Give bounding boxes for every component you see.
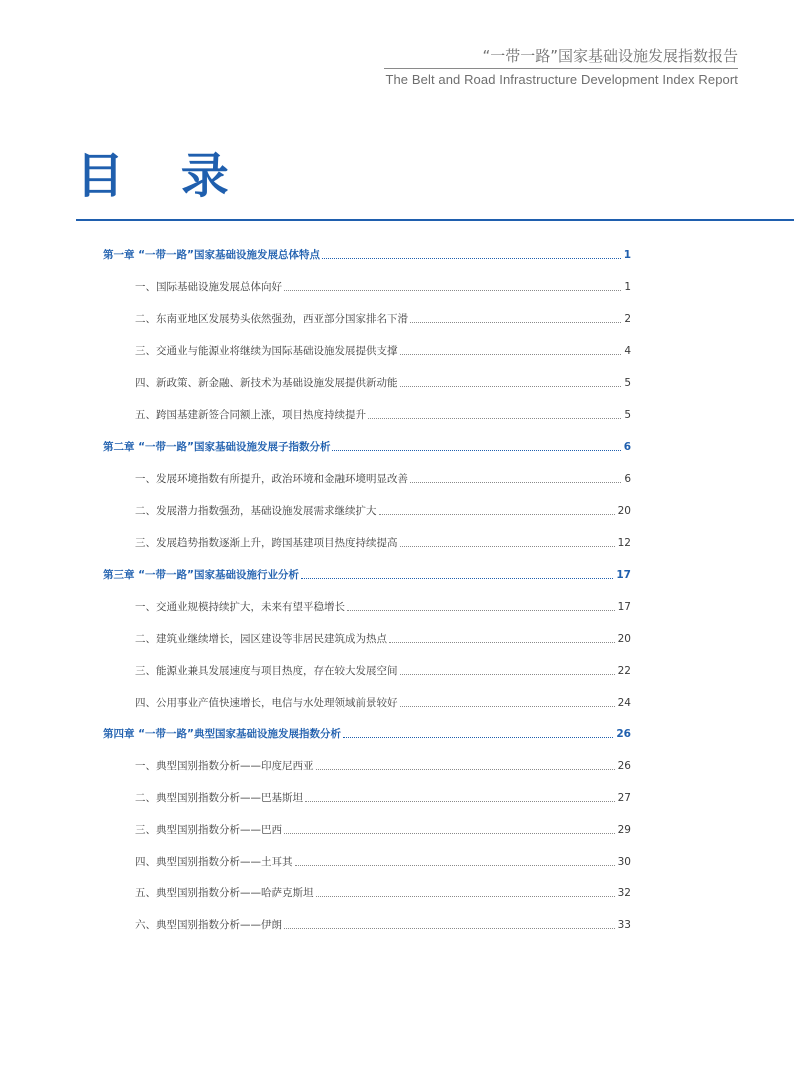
toc-entry-label: 一、国际基础设施发展总体向好: [135, 281, 282, 293]
toc-entry-label: 一、发展环境指数有所提升，政治环境和金融环境明显改善: [135, 473, 408, 485]
title-divider: [76, 219, 794, 221]
toc-entry-label: 五、典型国别指数分析——哈萨克斯坦: [135, 887, 314, 899]
header-title-en: The Belt and Road Infrastructure Development Index Report: [385, 72, 738, 87]
toc-entry-label: 三、典型国别指数分析——巴西: [135, 824, 282, 836]
header-title-cn: “一带一路”国家基础设施发展指数报告: [482, 47, 738, 65]
toc-leader-dots: [305, 800, 615, 802]
toc-page-number: 20: [617, 505, 631, 517]
toc-entry-label: 第二章 “一带一路”国家基础设施发展子指数分析: [103, 441, 331, 453]
toc-leader-dots: [400, 705, 615, 707]
toc-leader-dots: [410, 481, 621, 483]
toc-entry-label: 四、典型国别指数分析——土耳其: [135, 856, 293, 868]
toc-leader-dots: [316, 768, 615, 770]
toc-entry-label: 二、发展潜力指数强劲，基础设施发展需求继续扩大: [135, 505, 377, 517]
toc-entry-label: 四、新政策、新金融、新技术为基础设施发展提供新动能: [135, 377, 398, 389]
toc-leader-dots: [284, 927, 615, 929]
toc-section[interactable]: [135, 600, 631, 614]
toc-leader-dots: [284, 832, 615, 834]
toc-section[interactable]: [135, 280, 631, 294]
toc-entry-label: 五、跨国基建新签合同额上涨，项目热度持续提升: [135, 409, 366, 421]
toc-entry-label: 二、典型国别指数分析——巴基斯坦: [135, 792, 303, 804]
toc-leader-dots: [389, 641, 615, 643]
toc-section[interactable]: [135, 823, 631, 837]
toc-page-number: 17: [616, 569, 631, 581]
toc-page-number: 22: [617, 665, 631, 677]
toc-page-number: 29: [617, 824, 631, 836]
header-divider: [384, 68, 738, 69]
toc-page-number: 26: [616, 728, 631, 740]
toc-chapter-2[interactable]: [103, 440, 631, 454]
toc-leader-dots: [400, 385, 622, 387]
toc-section[interactable]: [135, 759, 631, 773]
toc-section[interactable]: [135, 408, 631, 422]
toc-chapter-1[interactable]: [103, 248, 631, 262]
toc-page-number: 2: [624, 313, 631, 325]
toc-entry-label: 三、能源业兼具发展速度与项目热度，存在较大发展空间: [135, 665, 398, 677]
toc-section[interactable]: [135, 472, 631, 486]
toc-page-number: 32: [617, 887, 631, 899]
toc-section[interactable]: [135, 376, 631, 390]
toc-leader-dots: [343, 736, 613, 738]
toc-section[interactable]: [135, 855, 631, 869]
toc-section[interactable]: [135, 918, 631, 932]
toc-entry-label: 一、典型国别指数分析——印度尼西亚: [135, 760, 314, 772]
toc-section[interactable]: [135, 504, 631, 518]
toc-page-number: 1: [624, 281, 631, 293]
toc-section[interactable]: [135, 344, 631, 358]
toc-leader-dots: [400, 545, 615, 547]
toc-page-number: 30: [617, 856, 631, 868]
toc-page-number: 20: [617, 633, 631, 645]
toc-entry-label: 六、典型国别指数分析——伊朗: [135, 919, 282, 931]
toc-page-number: 24: [617, 697, 631, 709]
toc-section[interactable]: [135, 886, 631, 900]
toc-entry-label: 第一章 “一带一路”国家基础设施发展总体特点: [103, 249, 320, 261]
toc-leader-dots: [322, 257, 621, 259]
toc-leader-dots: [295, 864, 615, 866]
toc-entry-label: 一、交通业规模持续扩大，未来有望平稳增长: [135, 601, 345, 613]
toc-leader-dots: [410, 321, 621, 323]
toc-page-number: 17: [617, 601, 631, 613]
toc-leader-dots: [379, 513, 615, 515]
toc-leader-dots: [400, 673, 615, 675]
toc-page-number: 4: [624, 345, 631, 357]
toc-chapter-4[interactable]: [103, 727, 631, 741]
toc-page-number: 6: [623, 441, 631, 453]
toc-page-number: 33: [617, 919, 631, 931]
toc-leader-dots: [301, 577, 613, 579]
toc-section[interactable]: [135, 791, 631, 805]
toc-leader-dots: [332, 449, 620, 451]
toc-leader-dots: [316, 895, 615, 897]
page-header: [384, 46, 738, 88]
toc-section[interactable]: [135, 632, 631, 646]
toc-page-number: 27: [617, 792, 631, 804]
toc-entry-label: 四、公用事业产值快速增长，电信与水处理领域前景较好: [135, 697, 398, 709]
toc-entry-label: 二、东南亚地区发展势头依然强劲，西亚部分国家排名下滑: [135, 313, 408, 325]
toc-page-number: 12: [617, 537, 631, 549]
toc-page-number: 6: [624, 473, 631, 485]
toc-section[interactable]: [135, 312, 631, 326]
toc-section[interactable]: [135, 536, 631, 550]
page-title: 目 录: [76, 148, 249, 204]
toc-page-number: 5: [624, 409, 631, 421]
toc-leader-dots: [284, 289, 621, 291]
toc-leader-dots: [347, 609, 615, 611]
toc-entry-label: 第三章 “一带一路”国家基础设施行业分析: [103, 569, 299, 581]
toc-page-number: 26: [617, 760, 631, 772]
toc-entry-label: 三、交通业与能源业将继续为国际基础设施发展提供支撑: [135, 345, 398, 357]
toc-section[interactable]: [135, 664, 631, 678]
toc-page-number: 5: [624, 377, 631, 389]
toc-entry-label: 三、发展趋势指数逐渐上升，跨国基建项目热度持续提高: [135, 537, 398, 549]
toc-entry-label: 第四章 “一带一路”典型国家基础设施发展指数分析: [103, 728, 341, 740]
toc-page-number: 1: [623, 249, 631, 261]
toc-leader-dots: [400, 353, 622, 355]
toc-chapter-3[interactable]: [103, 568, 631, 582]
toc-section[interactable]: [135, 696, 631, 710]
toc-leader-dots: [368, 417, 621, 419]
toc-entry-label: 二、建筑业继续增长，园区建设等非居民建筑成为热点: [135, 633, 387, 645]
